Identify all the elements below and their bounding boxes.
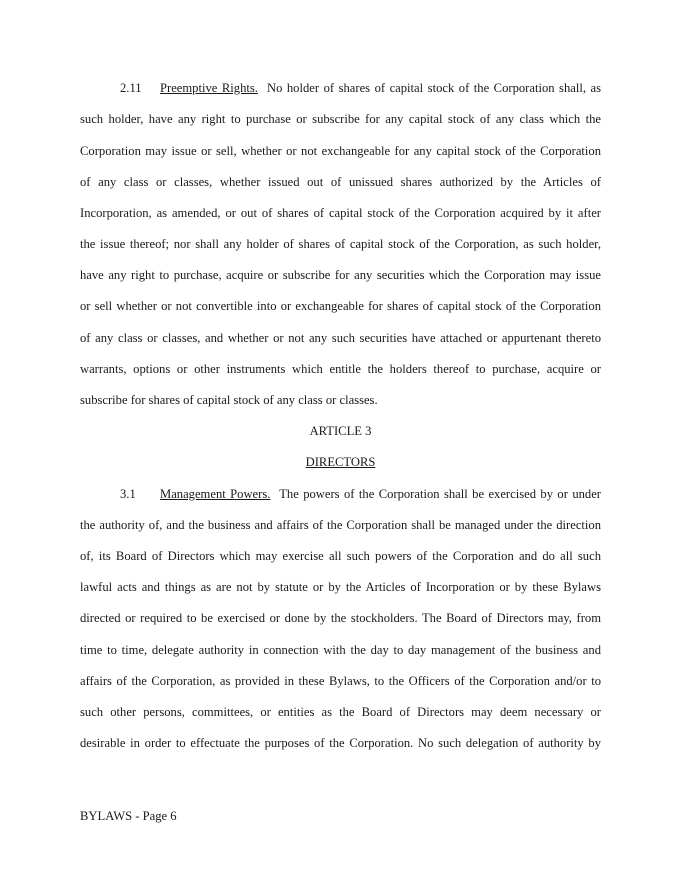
paragraph-line: have any right to purchase, acquire or subscribe for any securities which the Corporation may issue <box>80 268 601 282</box>
paragraph-line: or sell whether or not convertible into or exchangeable for shares of capital stock of the Corporation <box>80 299 601 313</box>
paragraph-line: affairs of the Corporation, as provided in these Bylaws, to the Officers of the Corporation and/or to <box>80 674 601 688</box>
section-heading: Management Powers. <box>160 487 271 501</box>
paragraph-text: The powers of the Corporation shall be exercised by or under <box>279 487 602 501</box>
paragraph-line: Corporation may issue or sell, whether or not exchangeable for any capital stock of the Corporation <box>80 144 601 158</box>
paragraph-line: Incorporation, as amended, or out of shares of capital stock of the Corporation acquired by it after <box>80 206 601 220</box>
paragraph-line: desirable in order to effectuate the purposes of the Corporation. No such delegation of authority by <box>80 736 601 750</box>
section-heading: Preemptive Rights. <box>160 81 258 95</box>
article-title <box>80 454 601 470</box>
article-label: ARTICLE 3 <box>309 424 372 438</box>
page-footer: BYLAWS - Page 6 <box>80 809 177 823</box>
paragraph-line: the authority of, and the business and affairs of the Corporation shall be managed under the direction <box>80 518 601 532</box>
paragraph-line: time to time, delegate authority in connection with the day to day management of the business and <box>80 643 601 657</box>
paragraph-line: lawful acts and things as are not by statute or by the Articles of Incorporation or by these Bylaws <box>80 580 601 594</box>
paragraph-text: No holder of shares of capital stock of the Corporation shall, as <box>266 81 602 95</box>
paragraph-line: of any class or classes, and whether or not any such securities have attached or appurtenant thereto <box>80 331 601 345</box>
paragraph-line: of any class or classes, whether issued out of unissued shares authorized by the Articles of <box>80 175 601 189</box>
article-title-text: DIRECTORS <box>305 455 376 469</box>
paragraph-line: of, its Board of Directors which may exercise all such powers of the Corporation and do all such <box>80 549 601 563</box>
paragraph-line: warrants, options or other instruments which entitle the holders thereof to purchase, acquire or <box>80 362 601 376</box>
paragraph-line: such holder, have any right to purchase or subscribe for any capital stock of any class which the <box>80 112 601 126</box>
paragraph-line <box>80 80 601 96</box>
section-number: 3.1 <box>120 487 136 501</box>
paragraph-line: subscribe for shares of capital stock of any class or classes. <box>80 393 378 407</box>
paragraph-line <box>80 486 601 502</box>
paragraph-line: directed or required to be exercised or done by the stockholders. The Board of Directors may, from <box>80 611 601 625</box>
paragraph-line: such other persons, committees, or entities as the Board of Directors may deem necessary or <box>80 705 601 719</box>
paragraph-line: the issue thereof; nor shall any holder of shares of capital stock of the Corporation, as such holder, <box>80 237 601 251</box>
section-number: 2.11 <box>120 81 142 95</box>
